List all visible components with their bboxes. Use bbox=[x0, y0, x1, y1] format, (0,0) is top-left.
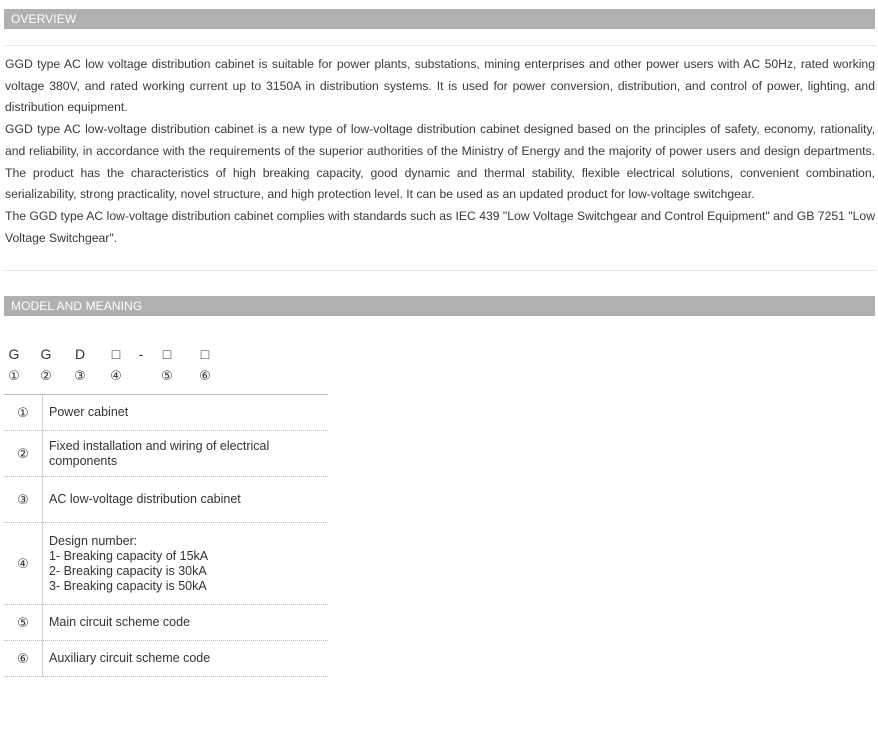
row-number: ① bbox=[4, 395, 43, 431]
overview-text bbox=[5, 54, 875, 249]
overview-paragraph: GGD type AC low-voltage distribution cabinet is a new type of low-voltage distribution cabinet designed based on the principles of safety, economy, rationality, and reliability, in accordance with the requirements of the superior authorities of the Ministry of Energy and the majority of power users and design departments. The product has the characteristics of high breaking capacity, good dynamic and thermal stability, flexible electrical solutions, convenient combination, serializability, strong practicality, novel structure, and high protection level. It can be used as an updated product for low-voltage switchgear. bbox=[5, 122, 875, 202]
overview-paragraph: The GGD type AC low-voltage distribution cabinet complies with standards such as IEC 439 "Low Voltage Switchgear and Control Equipment" and GB 7251 "Low Voltage Switchgear". bbox=[5, 208, 875, 245]
model-code-number: ⑥ bbox=[199, 368, 211, 383]
divider bbox=[4, 45, 875, 46]
model-code-char: □ bbox=[111, 346, 121, 362]
row-description: Auxiliary circuit scheme code bbox=[43, 641, 329, 677]
row-number: ④ bbox=[4, 523, 43, 605]
model-code-number: ③ bbox=[74, 368, 86, 383]
model-code-char: G bbox=[40, 346, 52, 362]
model-code-char: D bbox=[74, 346, 86, 362]
model-code-number: ① bbox=[8, 368, 20, 383]
row-description: Main circuit scheme code bbox=[43, 605, 329, 641]
row-number: ③ bbox=[4, 477, 43, 523]
model-code-char: □ bbox=[162, 346, 172, 362]
row-description: Fixed installation and wiring of electrical components bbox=[43, 431, 329, 477]
overview-section-header: OVERVIEW bbox=[4, 9, 875, 29]
row-description: AC low-voltage distribution cabinet bbox=[43, 477, 329, 523]
row-description: Design number: 1- Breaking capacity of 15kA 2- Breaking capacity is 30kA 3- Breaking capacity is 50kA bbox=[43, 523, 329, 605]
row-description: Power cabinet bbox=[43, 395, 329, 431]
overview-paragraph: GGD type AC low voltage distribution cabinet is suitable for power plants, substations, mining enterprises and other power users with AC 50Hz, rated working voltage 380V, and rated working current up to 3150A in distribution systems. It is used for power conversion, distribution, and control of power, lighting, and distribution equipment. bbox=[5, 57, 875, 115]
divider bbox=[4, 270, 875, 271]
table-row bbox=[4, 431, 328, 477]
table-row bbox=[4, 523, 328, 605]
model-code-number: ④ bbox=[110, 368, 122, 383]
model-meaning-table bbox=[4, 394, 328, 677]
model-code-char: □ bbox=[200, 346, 210, 362]
model-code-number: ② bbox=[40, 368, 52, 383]
table-row bbox=[4, 641, 328, 677]
row-number: ② bbox=[4, 431, 43, 477]
row-number: ⑤ bbox=[4, 605, 43, 641]
model-code-number: ⑤ bbox=[161, 368, 173, 383]
model-section-header: MODEL AND MEANING bbox=[4, 296, 875, 316]
row-number: ⑥ bbox=[4, 641, 43, 677]
table-row bbox=[4, 477, 328, 523]
model-code-char: G bbox=[8, 346, 20, 362]
model-code-char: - bbox=[138, 346, 144, 362]
table-row bbox=[4, 605, 328, 641]
table-row bbox=[4, 395, 328, 431]
